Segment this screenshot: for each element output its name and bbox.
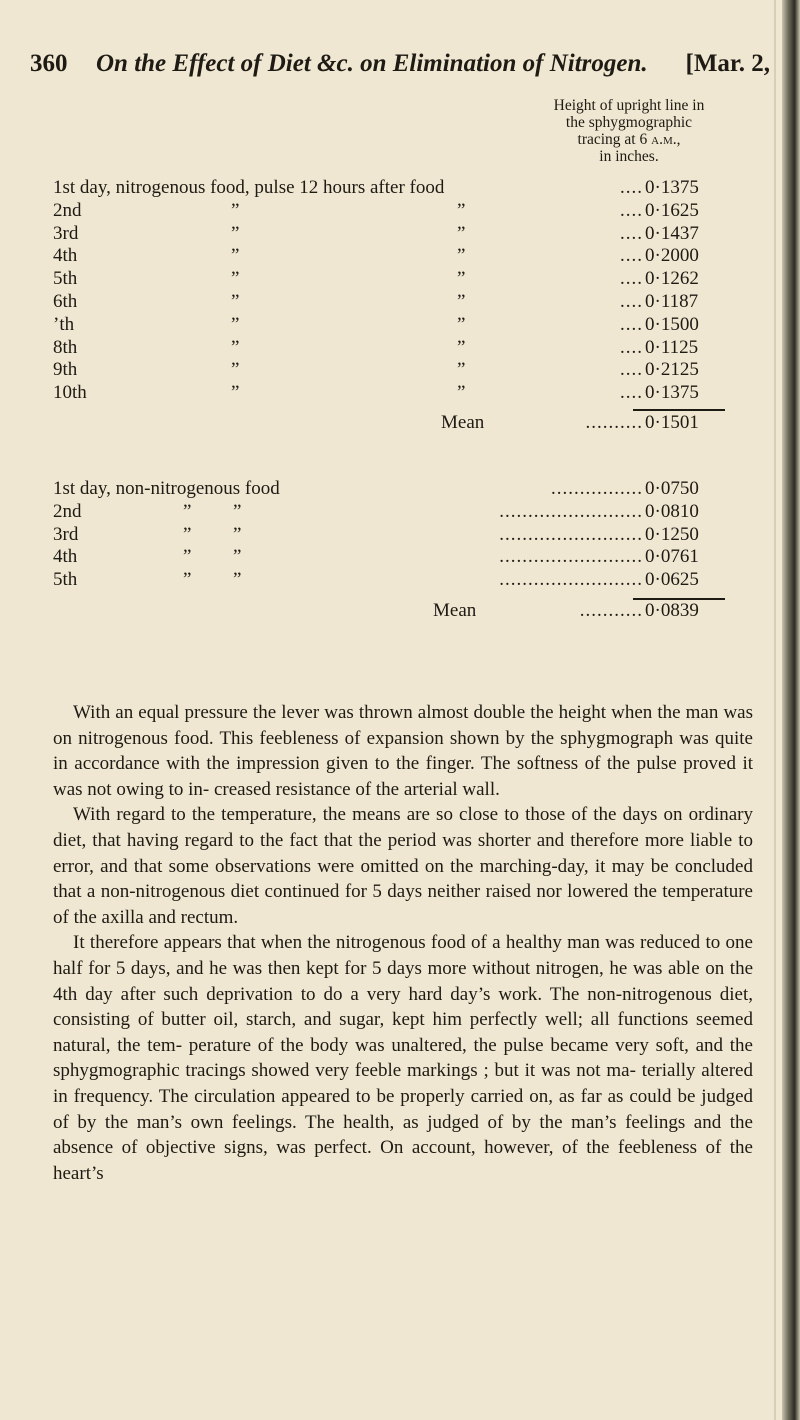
mean-label: Mean (433, 600, 477, 621)
ditto-mark: ” (231, 313, 240, 335)
leader-dots: .......... (585, 412, 643, 433)
column-heading (502, 97, 756, 165)
day-label: 8th (53, 336, 78, 358)
leader-dots: .... (620, 222, 643, 244)
paragraph: With regard to the temperature, the means are so close to those of the days on ordinary diet, that having regard to the fact that the period was shorter and therefore more liable to error, and that some observations were omitted on the marching-day, it may be concluded that a non-nitrogenous diet continued for 5 days neither raised nor lowered the temperature of the axilla and rectum. (53, 804, 753, 928)
table-row (53, 478, 753, 501)
table-row (53, 177, 753, 200)
row-label: 1st day, non-nitrogenous food (53, 478, 280, 499)
mean-label: Mean (441, 412, 485, 433)
leader-dots: ......................... (499, 569, 643, 591)
row-value: 0·1437 (645, 222, 699, 244)
mean-value: 0·1501 (645, 412, 699, 433)
leader-dots: ........... (579, 600, 643, 621)
leader-dots: .... (620, 359, 643, 381)
mean-value: 0·0839 (645, 600, 699, 621)
ditto-mark: ” (183, 523, 192, 545)
table-row (53, 337, 753, 360)
ditto-mark: ” (231, 199, 240, 221)
row-value: 0·1187 (645, 290, 699, 312)
ditto-mark: ” (231, 382, 240, 404)
header-date: [Mar. 2, (685, 50, 770, 77)
ditto-mark: ” (183, 500, 192, 522)
row-value: 0·0810 (645, 500, 699, 522)
table-row (53, 359, 753, 382)
page-edge-line (774, 0, 776, 1420)
table-row (53, 314, 753, 337)
day-label: 5th (53, 268, 78, 290)
day-label: 3rd (53, 523, 79, 545)
table-row (53, 546, 753, 569)
table-row (53, 501, 753, 524)
column-heading-line (502, 131, 756, 148)
ditto-mark: ” (231, 290, 240, 312)
column-heading-time: a.m., (651, 131, 681, 148)
page-edge-shadow (782, 0, 800, 1420)
row-value: 0·1625 (645, 199, 699, 221)
leader-dots: .... (620, 199, 643, 221)
row-value: 0·0761 (645, 546, 699, 568)
body-text (53, 700, 753, 1186)
ditto-mark: ” (233, 569, 242, 591)
row-value: 0·1375 (645, 382, 699, 404)
leader-dots: .... (620, 268, 643, 290)
leader-dots: .... (620, 313, 643, 335)
non-nitrogenous-table (53, 478, 753, 592)
column-heading-text: tracing at 6 (577, 131, 652, 148)
row-value: 0·1250 (645, 523, 699, 545)
day-label: 6th (53, 290, 78, 312)
row-label: 1st day, nitrogenous food, pulse 12 hours after food (53, 177, 445, 198)
leader-dots: .... (620, 245, 643, 267)
table-row (53, 524, 753, 547)
leader-dots: .... (620, 290, 643, 312)
row-value: 0·0625 (645, 569, 699, 591)
ditto-mark: ” (231, 359, 240, 381)
column-heading-line: the sphygmographic (565, 114, 693, 131)
ditto-mark: ” (233, 546, 242, 568)
row-value: 0·1125 (645, 336, 699, 358)
ditto-mark: ” (457, 222, 466, 244)
ditto-mark: ” (231, 336, 240, 358)
leader-dots: ......................... (499, 523, 643, 545)
table-row (53, 245, 753, 268)
ditto-mark: ” (457, 245, 466, 267)
sum-rule (633, 409, 725, 411)
running-header (30, 50, 770, 90)
nitrogenous-table (53, 177, 753, 405)
row-value: 0·0750 (645, 478, 699, 499)
row-value: 0·1262 (645, 268, 699, 290)
nitrogenous-mean-row (53, 412, 753, 436)
ditto-mark: ” (231, 245, 240, 267)
ditto-mark: ” (231, 268, 240, 290)
paragraph: With an equal pressure the lever was thrown almost double the height when the man was on nitrogenous food. This feebleness of expansion shown by the sphygmograph was quite in accordance with the impression given to the finger. The softness of the pulse proved it was not owing to in- creased resistance of the arterial wall. (53, 702, 753, 800)
paragraph: It therefore appears that when the nitrogenous food of a healthy man was reduced to one half for 5 days, and he was then kept for 5 days more without nitrogen, he was able on the 4th day after such deprivation to do a very hard day’s work. The non-nitrogenous diet, consisting of butter oil, starch, and sugar, kept him perfectly well; all functions seemed natural, the tem- perature of the body was unaltered, the pulse became very soft, and the sphygmographic tracings showed very feeble markings ; but it was not ma- terially altered in frequency. The circulation appeared to be properly carried on, as far as could be judged of by the man’s own feelings. The health, as judged of by the man’s feelings and the absence of objective signs, was perfect. On account, however, of the feebleness of the heart’s (53, 932, 753, 1184)
table-row (53, 223, 753, 246)
row-value: 0·1500 (645, 313, 699, 335)
table-row (53, 200, 753, 223)
ditto-mark: ” (183, 569, 192, 591)
ditto-mark: ” (457, 268, 466, 290)
ditto-mark: ” (233, 523, 242, 545)
ditto-mark: ” (457, 290, 466, 312)
day-label: 4th (53, 245, 78, 267)
ditto-mark: ” (457, 199, 466, 221)
table-row (53, 569, 753, 592)
page-number: 360 (30, 50, 68, 77)
leader-dots: ......................... (499, 500, 643, 522)
leader-dots: ................ (551, 478, 643, 499)
table-row (53, 382, 753, 405)
leader-dots: .... (620, 177, 643, 198)
column-heading-line: Height of upright line in (553, 97, 705, 114)
non-nitrogenous-mean-row (53, 600, 753, 624)
day-label: ʼth (53, 313, 75, 335)
ditto-mark: ” (183, 546, 192, 568)
ditto-mark: ” (457, 336, 466, 358)
leader-dots: .... (620, 336, 643, 358)
day-label: 2nd (53, 500, 82, 522)
ditto-mark: ” (457, 382, 466, 404)
leader-dots: ......................... (499, 546, 643, 568)
ditto-mark: ” (457, 313, 466, 335)
ditto-mark: ” (231, 222, 240, 244)
day-label: 10th (53, 382, 87, 404)
leader-dots: .... (620, 382, 643, 404)
row-value: 0·2125 (645, 359, 699, 381)
column-heading-line: in inches. (599, 148, 659, 165)
day-label: 2nd (53, 199, 82, 221)
table-row (53, 268, 753, 291)
row-value: 0·2000 (645, 245, 699, 267)
ditto-mark: ” (457, 359, 466, 381)
day-label: 9th (53, 359, 78, 381)
day-label: 5th (53, 569, 78, 591)
row-value: 0·1375 (645, 177, 699, 198)
table-row (53, 291, 753, 314)
day-label: 4th (53, 546, 78, 568)
running-title: On the Effect of Diet &c. on Elimination of Nitrogen. (96, 50, 648, 77)
day-label: 3rd (53, 222, 79, 244)
ditto-mark: ” (233, 500, 242, 522)
